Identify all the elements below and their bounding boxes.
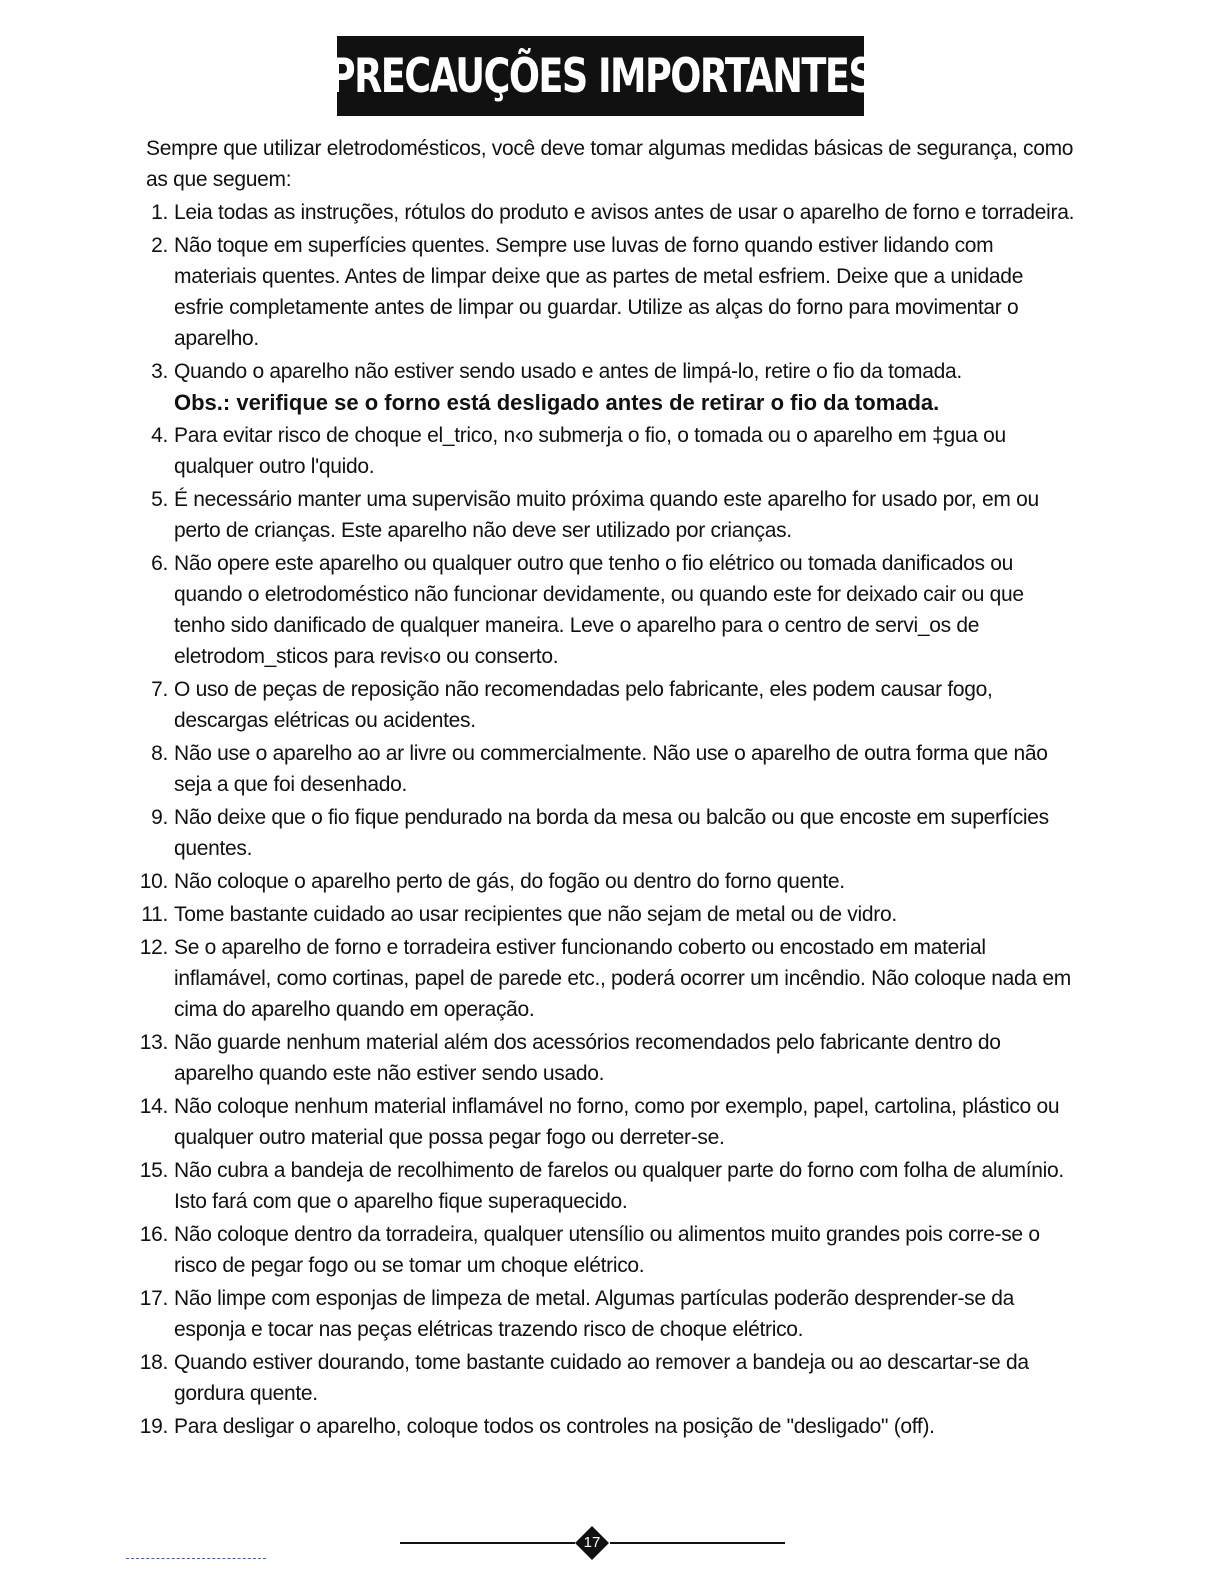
- item-number: 9.: [151, 806, 168, 829]
- list-item: [139, 1027, 1076, 1089]
- item-number: 8.: [151, 742, 168, 765]
- list-item: [146, 356, 1076, 387]
- item-number: 19.: [139, 1415, 168, 1438]
- list-item: [146, 802, 1076, 864]
- item-number: 16.: [139, 1223, 168, 1246]
- item-text: O uso de peças de reposição não recomendadas pelo fabricante, eles podem causar fogo, descargas elétricas ou acidentes.: [174, 678, 993, 732]
- item-number: 1.: [151, 201, 168, 224]
- item-number: 17.: [139, 1287, 168, 1310]
- item-number: 18.: [139, 1351, 168, 1374]
- list-item: [146, 230, 1076, 354]
- item-number: 5.: [151, 488, 168, 511]
- document-body: [139, 133, 1076, 1444]
- item-number: 11.: [141, 903, 168, 926]
- item-text: Não guarde nenhum material além dos acessórios recomendados pelo fabricante dentro do aparelho quando este não estiver sendo usado.: [174, 1031, 1001, 1085]
- item-text: Para desligar o aparelho, coloque todos os controles na posição de "desligado" (off).: [174, 1415, 935, 1438]
- list-item: [146, 738, 1076, 800]
- list-item: [139, 1091, 1076, 1153]
- list-item: [141, 899, 1076, 930]
- item-text: Tome bastante cuidado ao usar recipientes que não sejam de metal ou de vidro.: [174, 903, 897, 926]
- list-item: [146, 197, 1076, 228]
- footer-rule-right: [610, 1542, 785, 1544]
- item-number: 14.: [139, 1095, 168, 1118]
- bottom-edge-rule: [126, 1558, 266, 1560]
- item-text: Leia todas as instruções, rótulos do produto e avisos antes de usar o aparelho de forno e torradeira.: [174, 201, 1075, 224]
- item-text: Não cubra a bandeja de recolhimento de farelos ou qualquer parte do forno com folha de alumínio. Isto fará com que o aparelho fique superaquecido.: [174, 1159, 1064, 1213]
- footer-rule-left: [400, 1542, 575, 1544]
- list-item: [139, 1219, 1076, 1281]
- list-item: [146, 674, 1076, 736]
- item-text: Não coloque dentro da torradeira, qualquer utensílio ou alimentos muito grandes pois corre-se o risco de pegar fogo ou se tomar um choque elétrico.: [174, 1223, 1040, 1277]
- item-text: Não coloque nenhum material inflamável no forno, como por exemplo, papel, cartolina, plástico ou qualquer outro material que possa pegar fogo ou derreter-se.: [174, 1095, 1060, 1149]
- item-text: Quando estiver dourando, tome bastante cuidado ao remover a bandeja ou ao descartar-se da gordura quente.: [174, 1351, 1029, 1405]
- intro-paragraph: Sempre que utilizar eletrodomésticos, você deve tomar algumas medidas básicas de segurança, como as que seguem:: [146, 137, 1074, 191]
- item-number: 6.: [151, 552, 168, 575]
- item-text: Para evitar risco de choque el_trico, n‹o submerja o fio, o tomada ou o aparelho em ‡gua ou qualquer outro l'quido.: [174, 424, 1006, 478]
- item-text: É necessário manter uma supervisão muito próxima quando este aparelho for usado por, em ou perto de crianças. Este aparelho não deve ser utilizado por crianças.: [174, 488, 1039, 542]
- item-number: 12.: [139, 936, 168, 959]
- item-text: Não limpe com esponjas de limpeza de metal. Algumas partículas poderão desprender-se da esponja e tocar nas peças elétricas trazendo risco de choque elétrico.: [174, 1287, 1015, 1341]
- list-item: [139, 1155, 1076, 1217]
- page-footer: [400, 1525, 790, 1561]
- item-text: Não toque em superfícies quentes. Sempre use luvas de forno quando estiver lidando com materiais quentes. Antes de limpar deixe que as partes de metal esfriem. Deixe que a unidade esfrie completamente antes de limpar ou guardar. Utilize as alças do forno para movimentar o aparelho.: [174, 234, 1024, 350]
- warning-note: Obs.: verifique se o forno está desligado antes de retirar o fio da tomada.: [174, 390, 940, 415]
- item-text: Não coloque o aparelho perto de gás, do fogão ou dentro do forno quente.: [174, 870, 845, 893]
- list-item: [146, 420, 1076, 482]
- item-text: Quando o aparelho não estiver sendo usado e antes de limpá-lo, retire o fio da tomada.: [174, 360, 962, 383]
- list-item: [146, 548, 1076, 672]
- precautions-list: [139, 197, 1076, 1442]
- item-number: 13.: [139, 1031, 168, 1054]
- item-text: Não deixe que o fio fique pendurado na borda da mesa ou balcão ou que encoste em superfícies quentes.: [174, 806, 1049, 860]
- list-item: [139, 1411, 1076, 1442]
- list-item: [139, 1283, 1076, 1345]
- item-number: 10.: [139, 870, 168, 893]
- page-title: PRECAUÇÕES IMPORTANTES: [328, 48, 873, 104]
- item-number: 15.: [139, 1159, 168, 1182]
- item-number: 2.: [151, 234, 168, 257]
- list-item: [146, 484, 1076, 546]
- item-text: Se o aparelho de forno e torradeira estiver funcionando coberto ou encostado em material inflamável, como cortinas, papel de parede etc., poderá ocorrer um incêndio. Não coloque nada em cima do aparelho quando em operação.: [174, 936, 1071, 1021]
- item-number: 4.: [151, 424, 168, 447]
- item-text: Não opere este aparelho ou qualquer outro que tenho o fio elétrico ou tomada danificados ou quando o eletrodoméstico não funcionar devidamente, ou quando este for deixado cair ou que tenho sido danificado de qualquer maneira. Leve o aparelho para o centro de servi_os de eletrodom_sticos para revis‹o ou conserto.: [174, 552, 1024, 668]
- list-item: [139, 932, 1076, 1025]
- item-text: Não use o aparelho ao ar livre ou commercialmente. Não use o aparelho de outra forma que não seja a que foi desenhado.: [174, 742, 1048, 796]
- title-banner: [328, 36, 873, 116]
- page-number: 17: [583, 1534, 601, 1551]
- list-item: [139, 866, 1076, 897]
- list-item: [139, 1347, 1076, 1409]
- item-number: 3.: [151, 360, 168, 383]
- item-number: 7.: [151, 678, 168, 701]
